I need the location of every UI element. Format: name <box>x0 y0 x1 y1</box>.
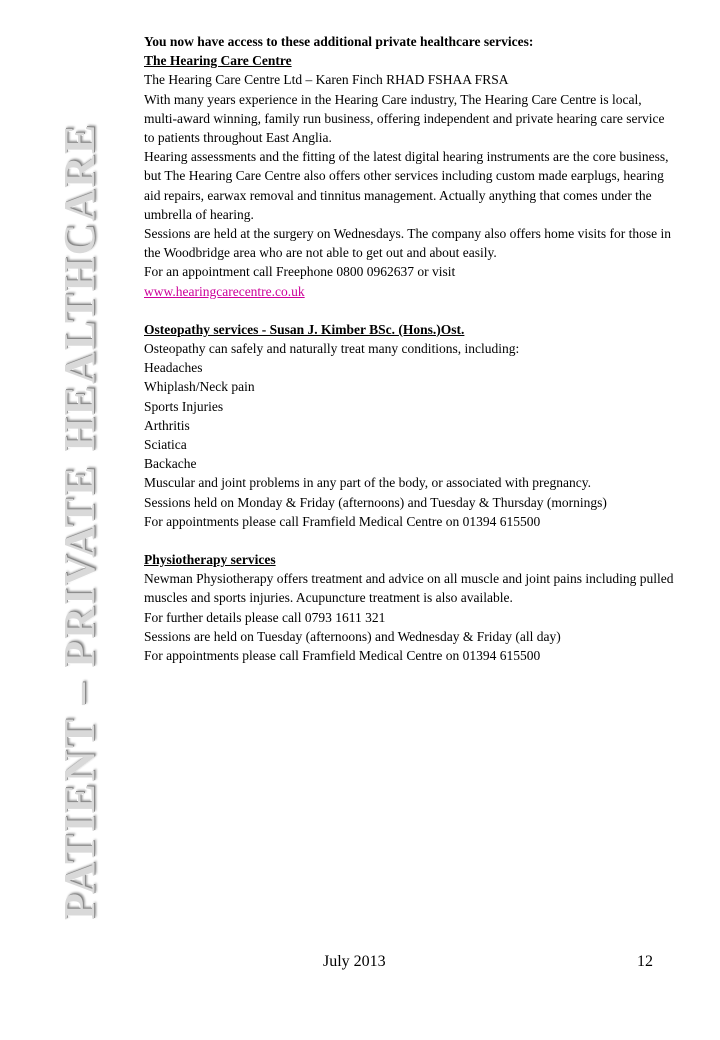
hearing-para-2: Hearing assessments and the fitting of the latest digital hearing instruments are the core business, but The Hearing Care Centre also offers other services including custom made earplugs, hearing aid repairs, earwax removal and tinnitus management. Actually anything that comes under the umbrella of hearing. <box>144 149 669 222</box>
osteopathy-appointments: For appointments please call Framfield Medical Centre on 01394 615500 <box>144 513 541 529</box>
osteopathy-sessions: Sessions held on Monday & Friday (afternoons) and Tuesday & Thursday (mornings) <box>144 494 607 510</box>
physio-details: For further details please call 0793 1611 321 <box>144 609 386 625</box>
main-content <box>144 32 676 665</box>
osteopathy-heading: Osteopathy services - Susan J. Kimber BSc. (Hons.)Ost. <box>144 321 465 337</box>
hearing-para-1: With many years experience in the Hearing Care industry, The Hearing Care Centre is local, multi-award winning, family run business, offering independent and private hearing care service to patients throughout East Anglia. <box>144 91 665 146</box>
hearing-heading: The Hearing Care Centre <box>144 53 292 69</box>
condition-item: Headaches <box>144 360 203 376</box>
condition-item: Whiplash/Neck pain <box>144 379 255 395</box>
physio-heading: Physiotherapy services <box>144 552 276 568</box>
page-number: 12 <box>637 953 653 970</box>
spacer <box>144 301 676 320</box>
hearing-website-link[interactable]: www.hearingcarecentre.co.uk <box>144 283 305 299</box>
spacer <box>144 531 676 550</box>
side-title: PATIENT – PRIVATE HEALTHCARE <box>55 122 104 920</box>
condition-item: Arthritis <box>144 417 190 433</box>
condition-item: Sciatica <box>144 437 187 453</box>
physio-sessions: Sessions are held on Tuesday (afternoons) and Wednesday & Friday (all day) <box>144 628 561 644</box>
condition-item: Backache <box>144 456 197 472</box>
footer-date: July 2013 <box>323 953 386 970</box>
intro-text: You now have access to these additional private healthcare services: <box>144 34 534 49</box>
osteopathy-muscular: Muscular and joint problems in any part of the body, or associated with pregnancy. <box>144 475 592 491</box>
hearing-para-3: Sessions are held at the surgery on Wednesdays. The company also offers home visits for those in the Woodbridge area who are not able to get out and about easily. <box>144 226 671 261</box>
physio-description: Newman Physiotherapy offers treatment and advice on all muscle and joint pains including pulled muscles and sports injuries. Acupuncture treatment is also available. <box>144 571 674 606</box>
hearing-subheading: The Hearing Care Centre Ltd – Karen Finch RHAD FSHAA FRSA <box>144 72 509 88</box>
hearing-appointment: For an appointment call Freephone 0800 0962637 or visit <box>144 264 456 280</box>
osteopathy-intro: Osteopathy can safely and naturally treat many conditions, including: <box>144 341 520 357</box>
condition-item: Sports Injuries <box>144 398 224 414</box>
physio-appointments: For appointments please call Framfield Medical Centre on 01394 615500 <box>144 648 541 664</box>
